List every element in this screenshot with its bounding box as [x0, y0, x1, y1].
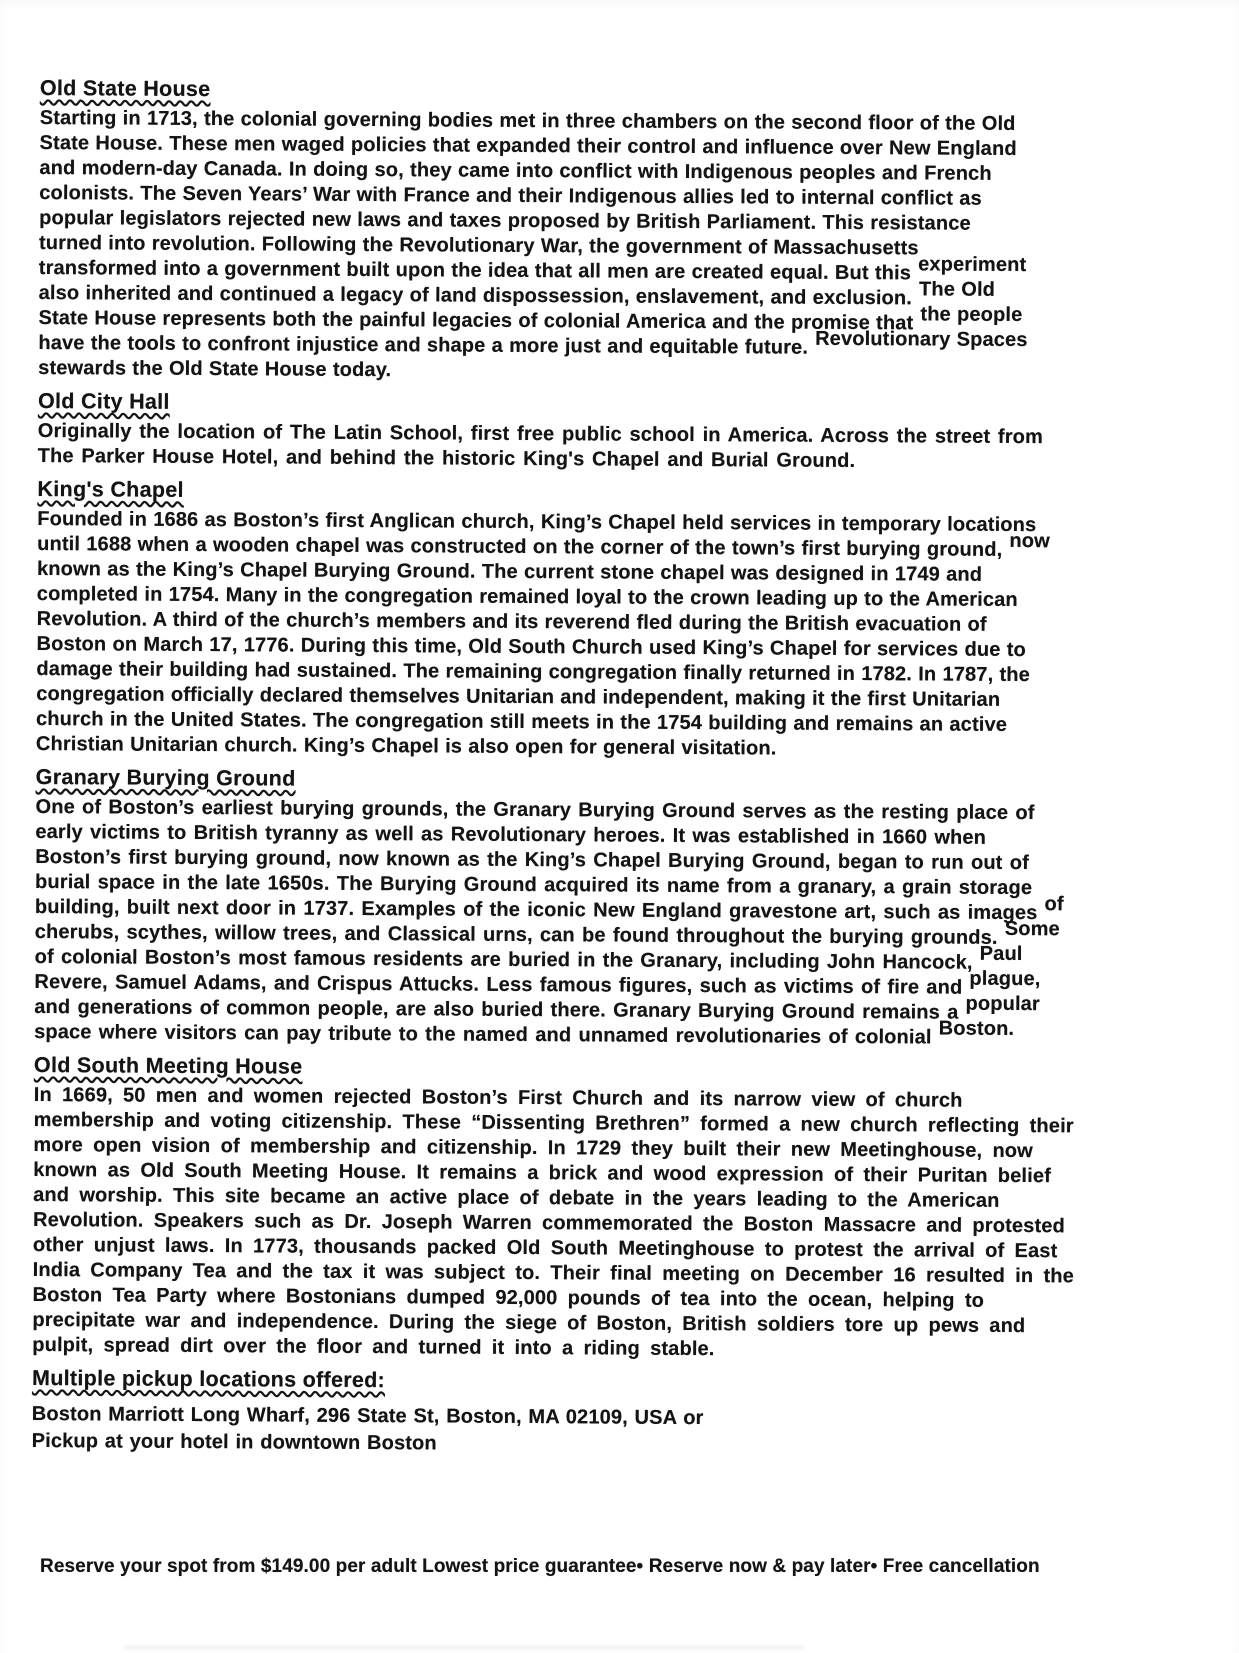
section-old-city-hall [38, 389, 1213, 476]
line-text: other unjust laws. In 1773, thousands packed Old South Meetinghouse to protest the arrival of East [32, 1233, 1058, 1263]
line-text: Revolution. Speakers such as Dr. Joseph Warren commemorated the Boston Massacre and protested [32, 1208, 1065, 1238]
raised-word: Some [1004, 917, 1060, 941]
raised-word: experiment [918, 253, 1027, 277]
line-text: known as the King’s Chapel Burying Ground. The current stone chapel was designed in 1749 and [36, 557, 983, 586]
line-text: Boston Marriott Long Wharf, 296 State St, Boston, MA 02109, USA or [31, 1402, 704, 1430]
document-body [32, 76, 1215, 1469]
line-text: known as Old South Meeting House. It remains a brick and wood expression of their Puritan belief [33, 1158, 1052, 1188]
line-text: One of Boston’s earliest burying grounds, the Granary Burying Ground serves as the resting place of [35, 795, 1035, 825]
section-kings-chapel [36, 477, 1213, 764]
section-paragraph [32, 1401, 1207, 1462]
line-text: Boston Tea Party where Bostonians dumped 92,000 pounds of tea into the ocean, helping to [32, 1283, 985, 1312]
line-text: State House. These men waged policies that expanded their control and influence over New England [39, 131, 1017, 160]
line-text: also inherited and continued a legacy of land dispossession, enslavement, and exclusion. [38, 281, 913, 310]
line-text: until 1688 when a wooden chapel was constructed on the corner of the town’s first burying ground, [37, 532, 1003, 561]
line-text: and worship. This site became an active place of debate in the years leading to the American [33, 1183, 1000, 1212]
section-heading: Old State House [39, 76, 211, 102]
raised-word: Boston. [938, 1017, 1015, 1040]
raised-word: of [1044, 893, 1064, 916]
line-text: precipitate war and independence. During the siege of Boston, British soldiers tore up pews and [32, 1308, 1026, 1338]
line-text: India Company Tea and the tax it was subject to. Their final meeting on December 16 resulted in the [32, 1258, 1075, 1288]
line-text: In 1669, 50 men and women rejected Boston’s First Church and its narrow view of church [33, 1083, 963, 1112]
section-paragraph [32, 1083, 1209, 1365]
line-text: church in the United States. The congregation still meets in the 1754 building and remains an active [36, 707, 1008, 736]
raised-word: Revolutionary Spaces [815, 327, 1028, 352]
line-text: membership and voting citizenship. These “Dissenting Brethren” formed a new church reflecting their [33, 1108, 1074, 1138]
line-text: Revere, Samuel Adams, and Crispus Attucks. Less famous figures, such as victims of fire and [34, 970, 963, 999]
line-text: Founded in 1686 as Boston’s first Anglican church, King’s Chapel held services in temporary locations [37, 507, 1037, 537]
section-old-south-meeting-house [32, 1053, 1209, 1365]
line-text: stewards the Old State House today. [38, 356, 392, 382]
scan-artifact [124, 1645, 805, 1650]
line-text: damage their building had sustained. The remaining congregation finally returned in 1782. In 1787, the [36, 657, 1031, 687]
line-text: space where visitors can pay tribute to the named and unnamed revolutionaries of colonial [34, 1020, 932, 1049]
raised-word: Paul [979, 942, 1023, 966]
line-text: pulpit, spread dirt over the floor and turned it into a riding stable. [32, 1333, 715, 1361]
line-text: of colonial Boston’s most famous residents are buried in the Granary, including John Hancock, [34, 945, 973, 974]
line-text: cherubs, scythes, willow trees, and Classical urns, can be found throughout the burying grounds. [34, 920, 998, 949]
section-paragraph [38, 106, 1215, 388]
raised-word: plague, [969, 967, 1041, 991]
raised-word: popular [965, 992, 1040, 1016]
section-paragraph [36, 507, 1213, 764]
footer-pricing-line: Reserve your spot from $149.00 per adult Lowest price guarantee• Reserve now & pay later• Free cancellation [40, 1556, 1040, 1577]
line-text: completed in 1754. Many in the congregation remained loyal to the crown leading up to the American [36, 582, 1018, 611]
line-text: congregation officially declared themselves Unitarian and independent, making it the first Unitarian [36, 682, 1001, 711]
section-heading: Granary Burying Ground [35, 764, 296, 791]
line-text: more open vision of membership and citizenship. In 1729 they built their new Meetinghouse, now [33, 1133, 1033, 1163]
line-text: have the tools to confront injustice and shape a more just and equitable future. [38, 331, 809, 359]
line-text: Starting in 1713, the colonial governing bodies met in three chambers on the second floor of the Old [39, 106, 1016, 135]
section-heading: King's Chapel [37, 476, 184, 502]
section-multiple-pickup [32, 1366, 1208, 1462]
raised-word: the people [920, 303, 1023, 327]
line-text: burial space in the late 1650s. The Burying Ground acquired its name from a granary, a grain storage [35, 870, 1033, 900]
text-line [32, 1428, 1207, 1462]
section-paragraph [38, 419, 1213, 476]
line-text: and generations of common people, are also buried there. Granary Burying Ground remains a [34, 995, 959, 1024]
section-granary-burying-ground [34, 765, 1211, 1052]
line-text: building, built next door in 1737. Examples of the iconic New England gravestone art, such as images [34, 895, 1038, 925]
line-text: transformed into a government built upon the idea that all men are created equal. But this [38, 256, 912, 285]
line-text: early victims to British tyranny as well as Revolutionary heroes. It was established in 1660 when [35, 820, 987, 849]
section-paragraph [34, 795, 1211, 1052]
line-text: Revolution. A third of the church’s members and its reverend fled during the British evacuation of [36, 607, 987, 636]
line-text: and modern-day Canada. In doing so, they came into conflict with Indigenous peoples and French [39, 156, 992, 185]
line-text: turned into revolution. Following the Revolutionary War, the government of Massachusetts [38, 231, 919, 260]
section-heading: Old City Hall [37, 388, 170, 414]
section-heading: Multiple pickup locations offered: [31, 1365, 386, 1393]
line-text: colonists. The Seven Years’ War with France and their Indigenous allies led to internal conflict as [39, 181, 982, 210]
section-heading: Old South Meeting House [33, 1052, 303, 1079]
line-text: Christian Unitarian church. King’s Chapel is also open for general visitation. [35, 732, 777, 760]
line-text: Boston’s first burying ground, now known as the King’s Chapel Burying Ground, began to run out of [35, 845, 1029, 875]
line-text: popular legislators rejected new laws and taxes proposed by British Parliament. This resistance [39, 206, 971, 235]
line-text: Pickup at your hotel in downtown Boston [31, 1429, 437, 1455]
document-sections [32, 76, 1215, 1462]
raised-word: now [1009, 529, 1050, 553]
raised-word: The Old [919, 278, 996, 301]
section-old-state-house [38, 76, 1215, 388]
line-text: The Parker House Hotel, and behind the historic King's Chapel and Burial Ground. [37, 444, 856, 472]
line-text: Originally the location of The Latin School, first free public school in America. Across the street from [37, 419, 1044, 449]
line-text: State House represents both the painful legacies of colonial America and the promise that [38, 306, 914, 335]
line-text: Boston on March 17, 1776. During this time, Old South Church used King’s Chapel for services due to [36, 632, 1027, 662]
